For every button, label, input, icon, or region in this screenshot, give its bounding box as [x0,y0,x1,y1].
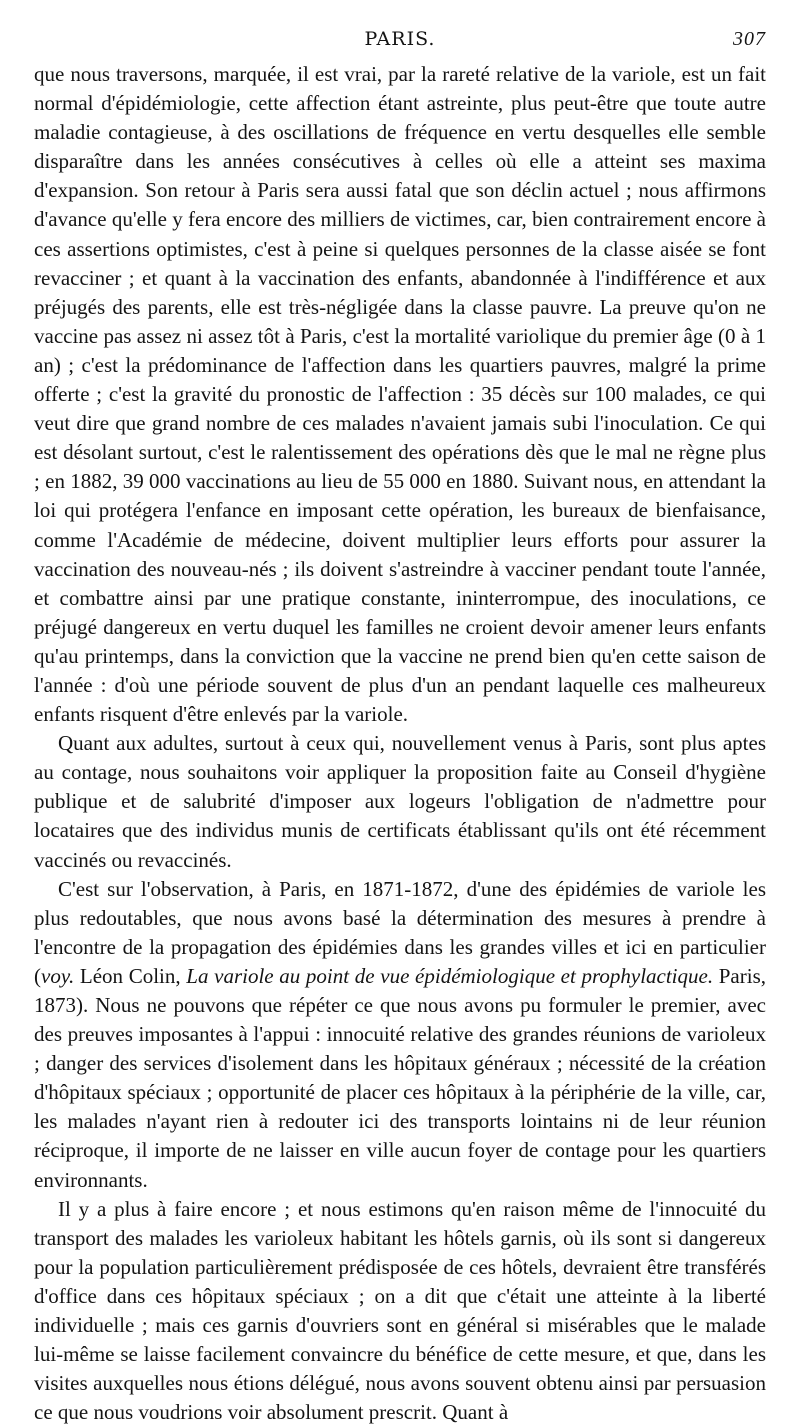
text-run: Quant aux adultes, surtout à ceux qui, nouvellement venus à Paris, sont plus aptes au contage, nous souhaitons voir appliquer la proposition faite au Conseil d'hygiène publique et de salubrité d'imposer aux logeurs l'obligation de n'admettre pour locataires que des individus munis de certificats établissant qu'ils ont été récemment vaccinés ou revaccinés. [34,731,766,872]
text-run: Paris, 1873). Nous ne pouvons que répéter ce que nous avons pu formuler le premier, avec des preuves imposantes à l'appui : innocuité relative des grandes réunions de varioleux ; danger des services d'isolement dans les hôpitaux généraux ; nécessité de la création d'hôpitaux spéciaux ; opportunité de placer ces hôpitaux à la périphérie de la ville, car, les malades n'ayant rien à redouter ici des transports lointains ni de leur réunion réciproque, il importe de ne laisser en ville aucun foyer de contage pour les quartiers environnants. [34,963,767,1192]
text-run: C'est sur l'observation, à Paris, en 1871-1872, d'une des épidémies de variole les plus redoutables, que nous avons basé la détermination des mesures à prendre à l'encontre de la propagation des épidémies dans les grandes villes et ici en particulier ( [34,876,766,988]
running-head [34,28,766,56]
citation-title: La variole au point de vue épidémiologique et prophylactique. [186,963,714,988]
text-run-italic: voy. [41,963,75,988]
paragraph-1 [34,60,766,729]
text-run: Léon Colin, [74,963,187,988]
page-number: 307 [733,28,766,50]
paragraph-4 [34,1195,766,1427]
text-run: que nous traversons, marquée, il est vrai, par la rareté relative de la variole, est un fait normal d'épidémiologie, cette affection étant astreinte, plus peut-être que toute autre maladie contagieuse, à des oscillations de fréquence en vertu desquelles elle semble disparaître dans les années consécutives à celles où elle a atteint ses maxima d'expansion. Son retour à Paris sera aussi fatal que son déclin actuel ; nous affirmons d'avance qu'elle y fera encore des milliers de victimes, car, bien contrairement encore à ces assertions optimistes, c'est à peine si quelques personnes de la classe aisée se font revacciner ; et quant à la vaccination des enfants, abandonnée à l'indifférence et aux préjugés des parents, elle est très-négligée dans la classe pauvre. La preuve qu'on ne vaccine pas assez ni assez tôt à Paris, c'est la mortalité variolique du premier âge (0 à 1 an) ; c'est la prédominance de l'affection dans les quartiers pauvres, malgré la prime offerte ; c'est la gravité du pronostic de l'affection : 35 décès sur 100 malades, ce qui veut dire que grand nombre de ces malades n'avaient jamais subi l'inoculation. Ce qui est désolant surtout, c'est le ralentissement des opérations dès que le mal ne règne plus ; en 1882, 39 000 vaccinations au lieu de 55 000 en 1880. Suivant nous, en attendant la loi qui protégera l'enfance en imposant cette opération, les bureaux de bienfaisance, comme l'Académie de médecine, doivent multiplier leurs efforts pour assurer la vaccination des nouveau-nés ; ils doivent s'astreindre à vacciner pendant toute l'année, et combattre ainsi par une pratique constante, ininterrompue, des inoculations, ce préjugé dangereux en vertu duquel les familles ne croient devoir amener leurs enfants qu'au printemps, dans la conviction que la vaccine ne prend bien qu'en cette saison de l'année : d'où une période souvent de plus d'un an pendant laquelle ces malheureux enfants risquent d'être enlevés par la variole. [34,62,766,727]
running-title: PARIS. [364,28,436,50]
body-text [34,60,766,1427]
paragraph-2 [34,729,766,874]
text-run: Il y a plus à faire encore ; et nous estimons qu'en raison même de l'innocuité du transport des malades les varioleux habitant les hôtels garnis, où ils sont si dangereux pour la population particulièrement prédisposée de ces hôtels, devraient être transférés d'office dans ces hôpitaux spéciaux ; on a dit que c'était une atteinte à la liberté individuelle ; mais ces garnis d'ouvriers sont en général si misérables que le malade lui-même se laisse facilement convaincre du bénéfice de cette mesure, et que, dans les visites auxquelles nous étions délégué, nous avons souvent obtenu ainsi par persuasion ce que nous voudrions voir absolument prescrit. Quant à [34,1196,766,1425]
paragraph-3 [34,875,766,1195]
